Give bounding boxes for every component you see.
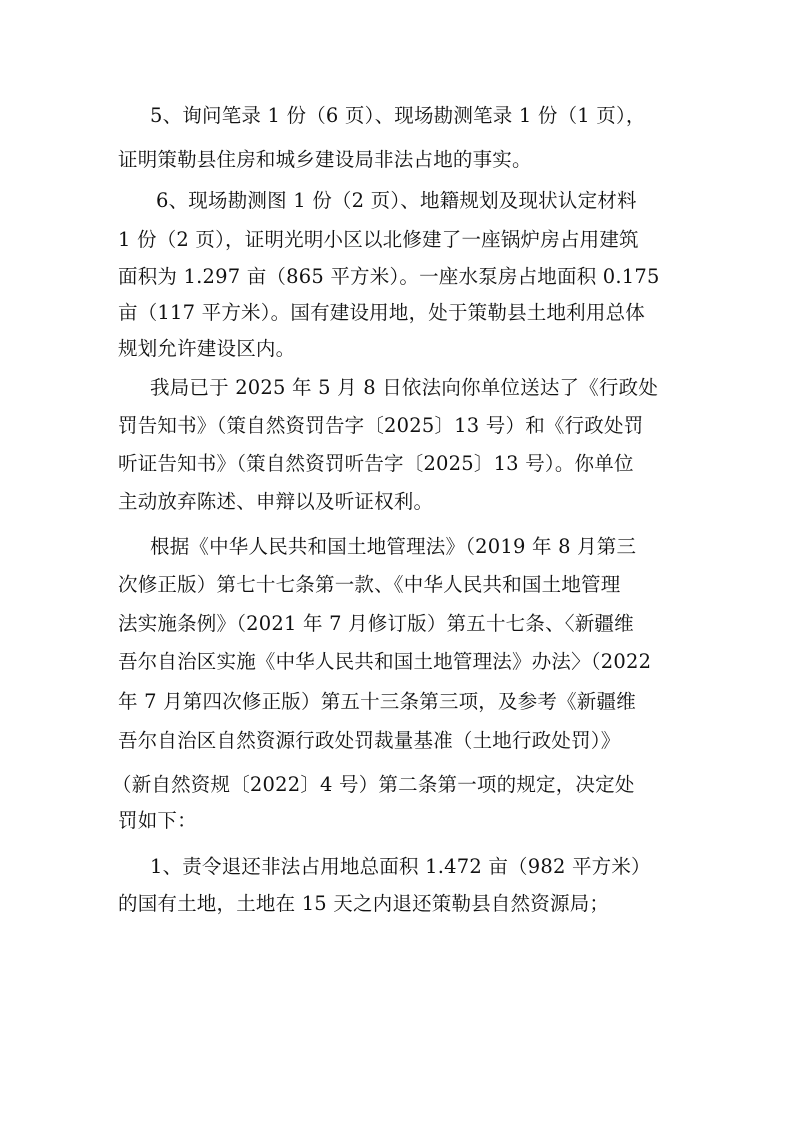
text-line: 听证告知书》（策自然资罚听告字〔2025〕13 号）。你单位 [118,452,634,475]
text-line: 我局已于 2025 年 5 月 8 日依法向你单位送达了《行政处 [150,376,659,399]
text-line: 面积为 1.297 亩（865 平方米）。一座水泵房占地面积 0.175 [118,265,660,288]
text-line: 1、责令退还非法占用地总面积 1.472 亩（982 平方米） [150,855,651,878]
text-line: 5、询问笔录 1 份（6 页）、现场勘测笔录 1 份（1 页）， [150,104,646,127]
text-line: 吾尔自治区自然资源行政处罚裁量基准（土地行政处罚）》 [118,729,621,752]
text-line: 的国有土地，土地在 15 天之内退还策勒县自然资源局； [118,892,610,915]
text-line: 罚如下： [118,809,197,832]
text-line: 次修正版）第七十七条第一款、《中华人民共和国土地管理 [118,573,621,596]
text-line: 1 份（2 页），证明光明小区以北修建了一座锅炉房占用建筑 [118,228,639,251]
text-line: 吾尔自治区实施《中华人民共和国土地管理法》办法〉（2022 [118,650,652,673]
text-line: 根据《中华人民共和国土地管理法》（2019 年 8 月第三 [150,535,637,558]
text-line: 证明策勒县住房和城乡建设局非法占地的事实。 [118,148,532,171]
text-line: 6、现场勘测图 1 份（2 页）、地籍规划及现状认定材料 [156,189,637,212]
text-line: 规划允许建设区内。 [118,337,296,360]
text-line: 罚告知书》（策自然资罚告字〔2025〕13 号）和《行政处罚 [118,414,644,437]
text-line: 亩（117 平方米）。国有建设用地，处于策勒县土地利用总体 [118,301,645,324]
text-line: 年 7 月第四次修正版）第五十三条第三项，及参考《新疆维 [118,690,636,713]
text-line: 主动放弃陈述、申辩以及听证权利。 [118,490,434,513]
text-line: （新自然资规〔2022〕4 号）第二条第一项的规定，决定处 [112,773,635,796]
text-line: 法实施条例》（2021 年 7 月修订版）第五十七条、〈新疆维 [118,612,634,635]
